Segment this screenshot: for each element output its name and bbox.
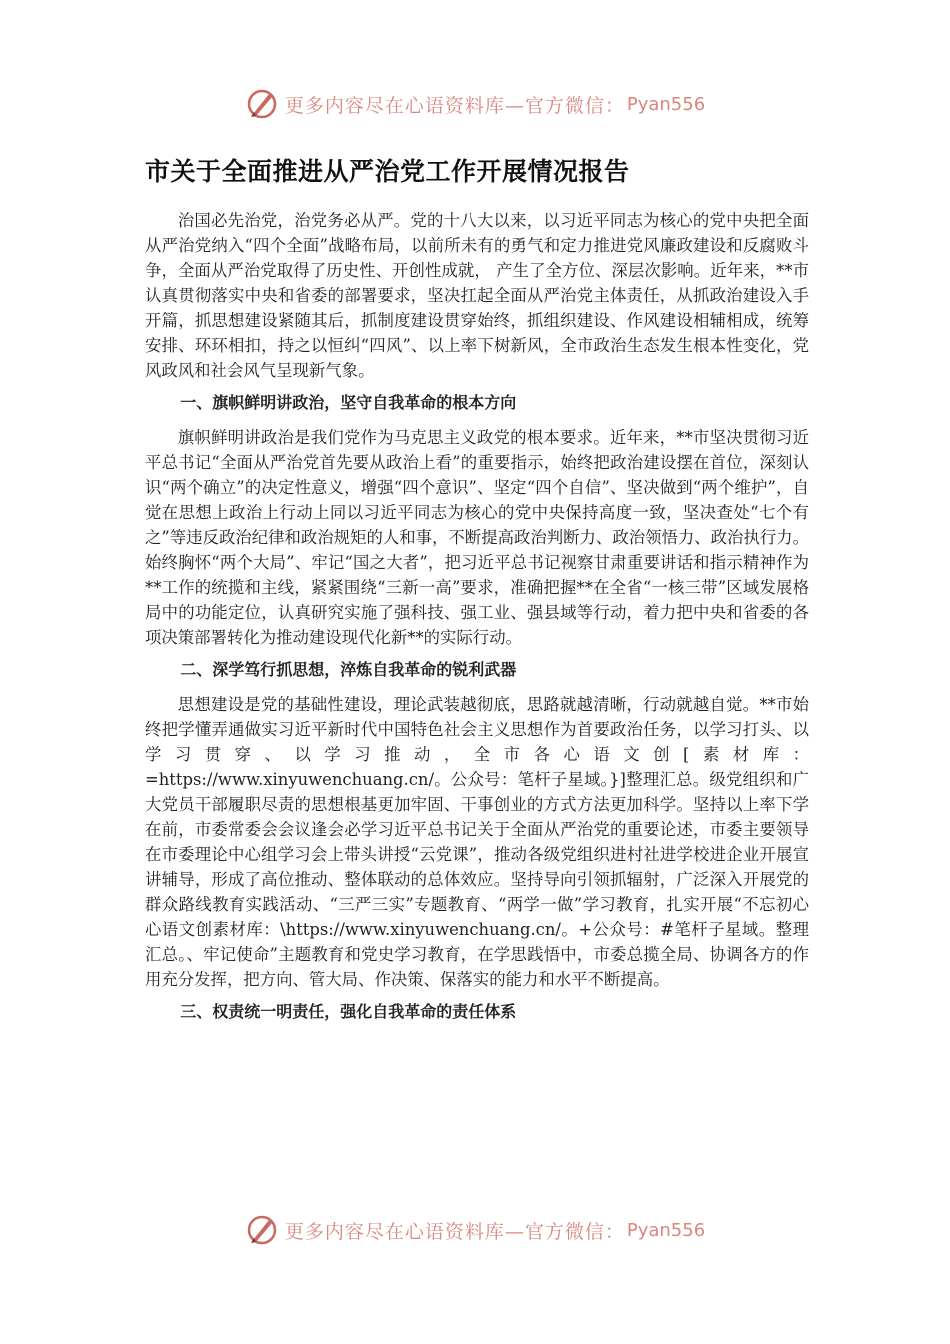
footer-banner bbox=[0, 1210, 950, 1250]
section-2-paragraph: 思想建设是党的基础性建设，理论武装越彻底，思路就越清晰，行动就越自觉。**市始终把学懂弄通做实习近平新时代中国特色社会主义思想作为首要政治任务，以学习打头、以学习贯穿、以学习推动，全市各心语文创[素材库：=https://www.xinyuwenchuang.cn/。公众号：笔杆子星域。}]整理汇总。级党组织和广大党员干部履职尽责的思想根基更加牢固、干事创业的方式方法更加科学。坚持以上率下学在前，市委常委会会议逢会必学习近平总书记关于全面从严治党的重要论述，市委主要领导在市委理论中心组学习会上带头讲授“云党课”，推动各级党组织进村社进学校进企业开展宣讲辅导，形成了高位推动、整体联动的总体效应。坚持导向引领抓辐射，广泛深入开展党的群众路线教育实践活动、“三严三实”专题教育、“两学一做”学习教育，扎实开展“不忘初心心语文创素材库：\https://www.xinyuwenchuang.cn/。+公众号：#笔杆子星域。整理汇总。、牢记使命”主题教育和党史学习教育，在学思践悟中，市委总揽全局、协调各方的作用充分发挥，把方向、管大局、作决策、保落实的能力和水平不断提高。 bbox=[145, 695, 809, 989]
section-heading-1: 一、旗帜鲜明讲政治，坚守自我革命的根本方向 bbox=[180, 393, 517, 412]
banner-wechat-id: Pyan556 bbox=[626, 1219, 706, 1241]
header-banner bbox=[0, 84, 950, 124]
intro-paragraph: 治国必先治党，治党务必从严。党的十八大以来，以习近平同志为核心的党中央把全面从严治党纳入“四个全面”战略布局，以前所未有的勇气和定力推进党风廉政建设和反腐败斗争，全面从严治党取得了历史性、开创性成就， 产生了全方位、深层次影响。近年来，**市认真贯彻落实中央和省委的部署要求，坚决扛起全面从严治党主体责任，从抓政治建设入手开篇，抓思想建设紧随其后，抓制度建设贯穿始终，抓组织建设、作风建设相辅相成，统筹安排、环环相扣，持之以恒纠“四风”、以上率下树新风，全市政治生态发生根本性变化，党风政风和社会风气呈现新气象。 bbox=[145, 211, 809, 380]
section-heading-3: 三、权责统一明责任，强化自我革命的责任体系 bbox=[180, 1002, 517, 1021]
pen-logo-icon bbox=[245, 87, 279, 121]
document-title: 市关于全面推进从严治党工作开展情况报告 bbox=[145, 157, 630, 186]
pen-logo-icon bbox=[245, 1213, 279, 1247]
banner-text: 更多内容尽在心语资料库—官方微信： bbox=[284, 1220, 625, 1243]
banner-wechat-id: Pyan556 bbox=[626, 93, 706, 115]
banner-text: 更多内容尽在心语资料库—官方微信： bbox=[284, 94, 625, 117]
section-heading-2: 二、深学笃行抓思想，淬炼自我革命的锐利武器 bbox=[180, 660, 517, 679]
document-body bbox=[145, 208, 809, 1034]
section-1-paragraph: 旗帜鲜明讲政治是我们党作为马克思主义政党的根本要求。近年来，**市坚决贯彻习近平总书记“全面从严治党首先要从政治上看”的重要指示，始终把政治建设摆在首位，深刻认识“两个确立”的决定性意义，增强“四个意识”、坚定“四个自信”、坚决做到“两个维护”，自觉在思想上政治上行动上同以习近平同志为核心的党中央保持高度一致，坚决查处“七个有之”等违反政治纪律和政治规矩的人和事，不断提高政治判断力、政治领悟力、政治执行力。始终胸怀“两个大局”、牢记“国之大者”，把习近平总书记视察甘肃重要讲话和指示精神作为**工作的统揽和主线，紧紧围绕“三新一高”要求，准确把握**在全省“一核三带”区域发展格局中的功能定位，认真研究实施了强科技、强工业、强县域等行动，着力把中央和省委的各项决策部署转化为推动建设现代化新**的实际行动。 bbox=[145, 428, 810, 647]
